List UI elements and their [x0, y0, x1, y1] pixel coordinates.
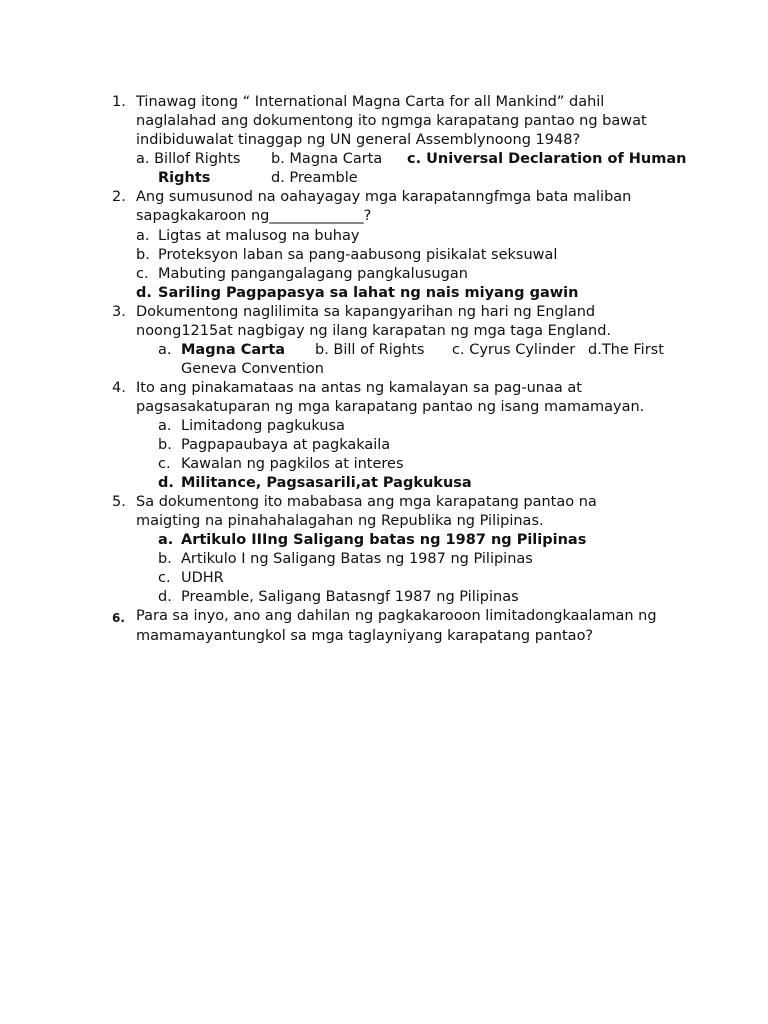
question-3-choice-d-continued: Geneva Convention	[181, 361, 324, 377]
choice-letter: c.	[136, 266, 149, 282]
question-5-choice-d: Preamble, Saligang Batasngf 1987 ng Pilipinas	[181, 589, 519, 605]
question-4-choice-a: Limitadong pagkukusa	[181, 418, 345, 434]
question-1-choice-b: b. Magna Carta	[271, 151, 383, 167]
question-2-stem-line-2: sapagkakaroon ng_____________?	[136, 208, 372, 224]
question-4-stem-line-2: pagsasakatuparan ng mga karapatang pantao ng isang mamamayan.	[136, 399, 645, 415]
choice-letter: a.	[158, 418, 172, 434]
question-3-choice-b: b. Bill of Rights	[315, 342, 425, 358]
choice-letter: b.	[136, 247, 150, 263]
question-5-stem-line-2: maigting na pinahahalagahan ng Republika ng Pilipinas.	[136, 513, 544, 529]
question-number: 6.	[112, 611, 125, 625]
question-2-choice-b: Proteksyon laban sa pang-aabusong pisikalat seksuwal	[158, 247, 558, 263]
question-2-stem-line-1: Ang sumusunod na oahayagay mga karapatanngfmga bata maliban	[136, 189, 632, 205]
question-3-choice-a: Magna Carta	[181, 342, 286, 358]
question-6-stem-line-1: Para sa inyo, ano ang dahilan ng pagkakarooon limitadongkaalaman ng	[136, 608, 657, 624]
choice-letter: a.	[158, 532, 174, 548]
question-3-choice-d: d.The First	[588, 342, 664, 358]
question-4-stem-line-1: Ito ang pinakamataas na antas ng kamalayan sa pag-unaa at	[136, 380, 582, 396]
question-2-choice-d: Sariling Pagpapasya sa lahat ng nais miyang gawin	[158, 285, 579, 301]
choice-letter: d.	[158, 589, 172, 605]
question-1-stem-line-2: naglalahad ang dokumentong ito ngmga karapatang pantao ng bawat	[136, 113, 647, 129]
choice-letter: a.	[158, 342, 172, 358]
question-1-choice-c: c. Universal Declaration of Human	[407, 151, 687, 167]
question-1-choice-a: a. Billof Rights	[136, 151, 241, 167]
choice-letter: b.	[158, 551, 172, 567]
question-5-choice-c: UDHR	[181, 570, 224, 586]
question-number: 5.	[112, 494, 126, 510]
choice-letter: d.	[136, 285, 152, 301]
question-number: 2.	[112, 189, 126, 205]
question-3-stem-line-2: noong1215at nagbigay ng ilang karapatan ng mga taga England.	[136, 323, 612, 339]
question-5-choice-a: Artikulo IIIng Saligang batas ng 1987 ng Pilipinas	[181, 532, 587, 548]
question-4-choice-d: Militance, Pagsasarili,at Pagkukusa	[181, 475, 472, 491]
choice-letter: b.	[158, 437, 172, 453]
question-5-choice-b: Artikulo I ng Saligang Batas ng 1987 ng Pilipinas	[181, 551, 533, 567]
question-6-stem-line-2: mamamayantungkol sa mga taglayniyang karapatang pantao?	[136, 628, 594, 644]
question-2-choice-a: Ligtas at malusog na buhay	[158, 228, 360, 244]
question-3-stem-line-1: Dokumentong naglilimita sa kapangyarihan ng hari ng England	[136, 304, 596, 320]
question-1-choice-d: d. Preamble	[271, 170, 358, 186]
choice-letter: c.	[158, 456, 171, 472]
choice-letter: a.	[136, 228, 150, 244]
question-5-stem-line-1: Sa dokumentong ito mababasa ang mga karapatang pantao na	[136, 494, 597, 510]
question-4-choice-c: Kawalan ng pagkilos at interes	[181, 456, 404, 472]
question-1-stem-line-1: Tinawag itong “ International Magna Carta for all Mankind” dahil	[136, 94, 605, 110]
question-number: 1.	[112, 94, 126, 110]
question-4-choice-b: Pagpapaubaya at pagkakaila	[181, 437, 391, 453]
choice-letter: c.	[158, 570, 171, 586]
question-3-choice-c: c. Cyrus Cylinder	[452, 342, 576, 358]
question-1-choice-c-continued: Rights	[158, 170, 211, 186]
choice-letter: d.	[158, 475, 174, 491]
question-1-stem-line-3: indibiduwalat tinaggap ng UN general Assemblynoong 1948?	[136, 132, 581, 148]
question-number: 4.	[112, 380, 126, 396]
question-2-choice-c: Mabuting pangangalagang pangkalusugan	[158, 266, 468, 282]
question-number: 3.	[112, 304, 126, 320]
